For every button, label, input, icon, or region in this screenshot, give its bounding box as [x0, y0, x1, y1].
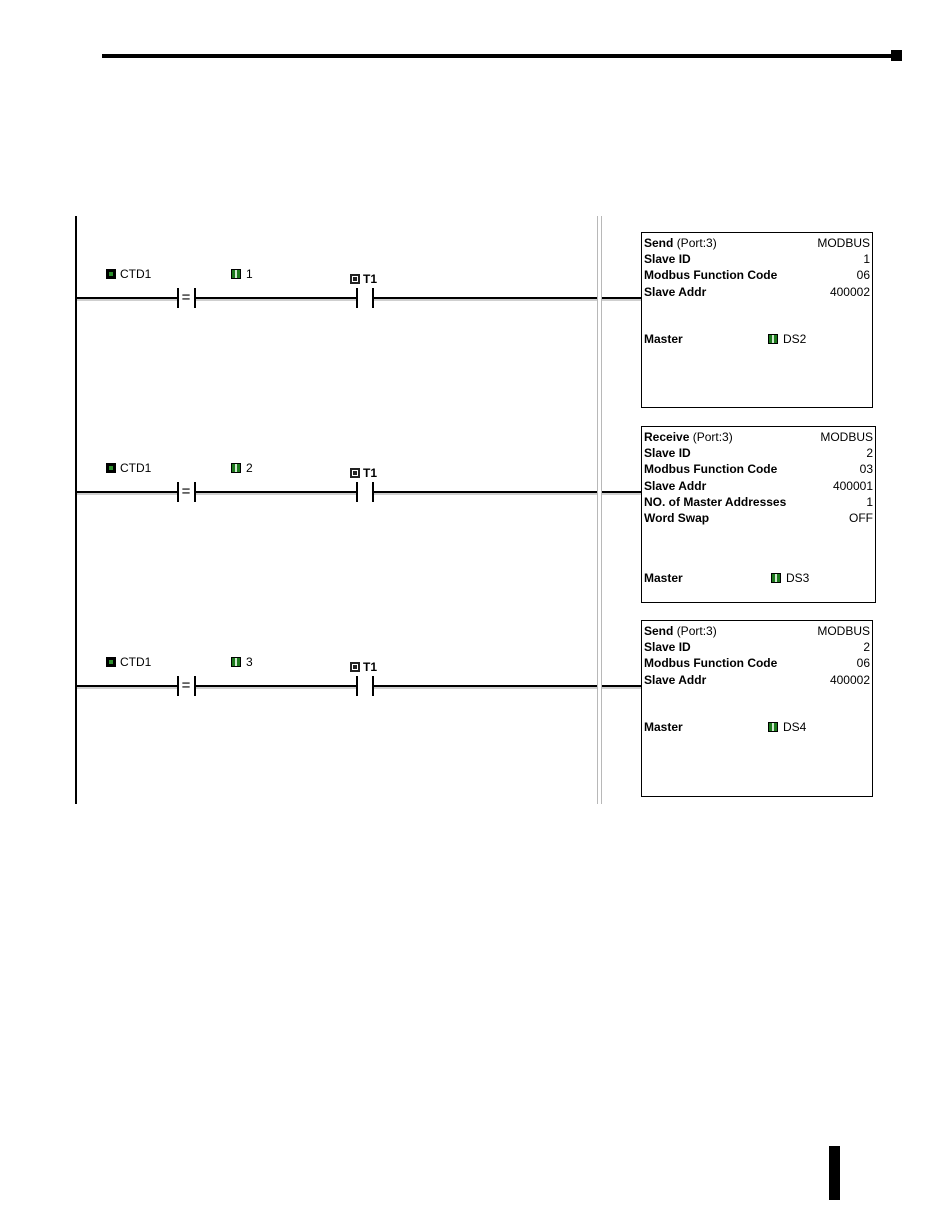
master-row: Master DS3	[644, 571, 810, 586]
contact-bar[interactable]	[356, 288, 358, 308]
integer-value-icon	[768, 334, 778, 344]
compare-operator: =	[181, 483, 191, 500]
header-rule	[102, 54, 892, 58]
integer-value-icon	[231, 269, 241, 279]
rung-wire	[374, 491, 597, 493]
timer-bit-icon	[350, 274, 360, 284]
left-power-rail	[75, 216, 77, 804]
integer-value-icon	[768, 722, 778, 732]
rung-wire	[196, 685, 356, 687]
param-row: Modbus Function Code 03	[644, 462, 873, 477]
rung-wire	[77, 685, 177, 687]
right-power-rail	[597, 216, 602, 804]
param-row: Slave ID 2	[644, 446, 873, 461]
counter-register-icon	[106, 269, 116, 279]
param-row: Slave ID 2	[644, 640, 870, 655]
output-wire	[602, 297, 641, 299]
protocol-label: MODBUS	[817, 236, 870, 250]
compare-right-operand[interactable]: 3	[231, 655, 253, 669]
compare-operator: =	[181, 677, 191, 694]
master-row: Master DS2	[644, 331, 807, 346]
compare-right-operand[interactable]: 1	[231, 267, 253, 281]
compare-right-operand[interactable]: 2	[231, 461, 253, 475]
param-row: Word Swap OFF	[644, 511, 873, 526]
param-row: Modbus Function Code 06	[644, 656, 870, 671]
param-row: Slave ID 1	[644, 252, 870, 267]
counter-register-icon	[106, 657, 116, 667]
contact-address[interactable]: T1	[350, 466, 377, 480]
contact-bar[interactable]	[356, 676, 358, 696]
instruction-header: Send (Port:3)	[644, 236, 717, 250]
instruction-header: Send (Port:3)	[644, 624, 717, 638]
rung-wire	[196, 491, 356, 493]
param-row: Modbus Function Code 06	[644, 268, 870, 283]
compare-left-operand[interactable]: CTD1	[106, 461, 151, 475]
header-end-marker	[891, 50, 902, 61]
output-wire	[602, 685, 641, 687]
master-row: Master DS4	[644, 719, 807, 734]
rung-wire	[77, 297, 177, 299]
contact-address[interactable]: T1	[350, 272, 377, 286]
rung-wire	[374, 685, 597, 687]
param-row: Slave Addr 400002	[644, 672, 870, 687]
send-instruction-box[interactable]	[641, 620, 873, 797]
send-instruction-box[interactable]	[641, 232, 873, 408]
integer-value-icon	[231, 463, 241, 473]
timer-bit-icon	[350, 662, 360, 672]
output-wire	[602, 491, 641, 493]
param-row: Slave Addr 400001	[644, 478, 873, 493]
contact-bar[interactable]	[356, 482, 358, 502]
timer-bit-icon	[350, 468, 360, 478]
receive-instruction-box[interactable]	[641, 426, 876, 603]
integer-value-icon	[231, 657, 241, 667]
protocol-label: MODBUS	[817, 624, 870, 638]
compare-left-operand[interactable]: CTD1	[106, 655, 151, 669]
compare-left-operand[interactable]: CTD1	[106, 267, 151, 281]
rung-wire	[374, 297, 597, 299]
page-edge-tab	[829, 1146, 840, 1200]
param-row: NO. of Master Addresses 1	[644, 494, 873, 509]
integer-value-icon	[771, 573, 781, 583]
param-row: Slave Addr 400002	[644, 284, 870, 299]
instruction-header: Receive (Port:3)	[644, 430, 733, 444]
rung-wire	[77, 491, 177, 493]
rung-wire	[196, 297, 356, 299]
counter-register-icon	[106, 463, 116, 473]
compare-operator: =	[181, 289, 191, 306]
contact-address[interactable]: T1	[350, 660, 377, 674]
protocol-label: MODBUS	[820, 430, 873, 444]
